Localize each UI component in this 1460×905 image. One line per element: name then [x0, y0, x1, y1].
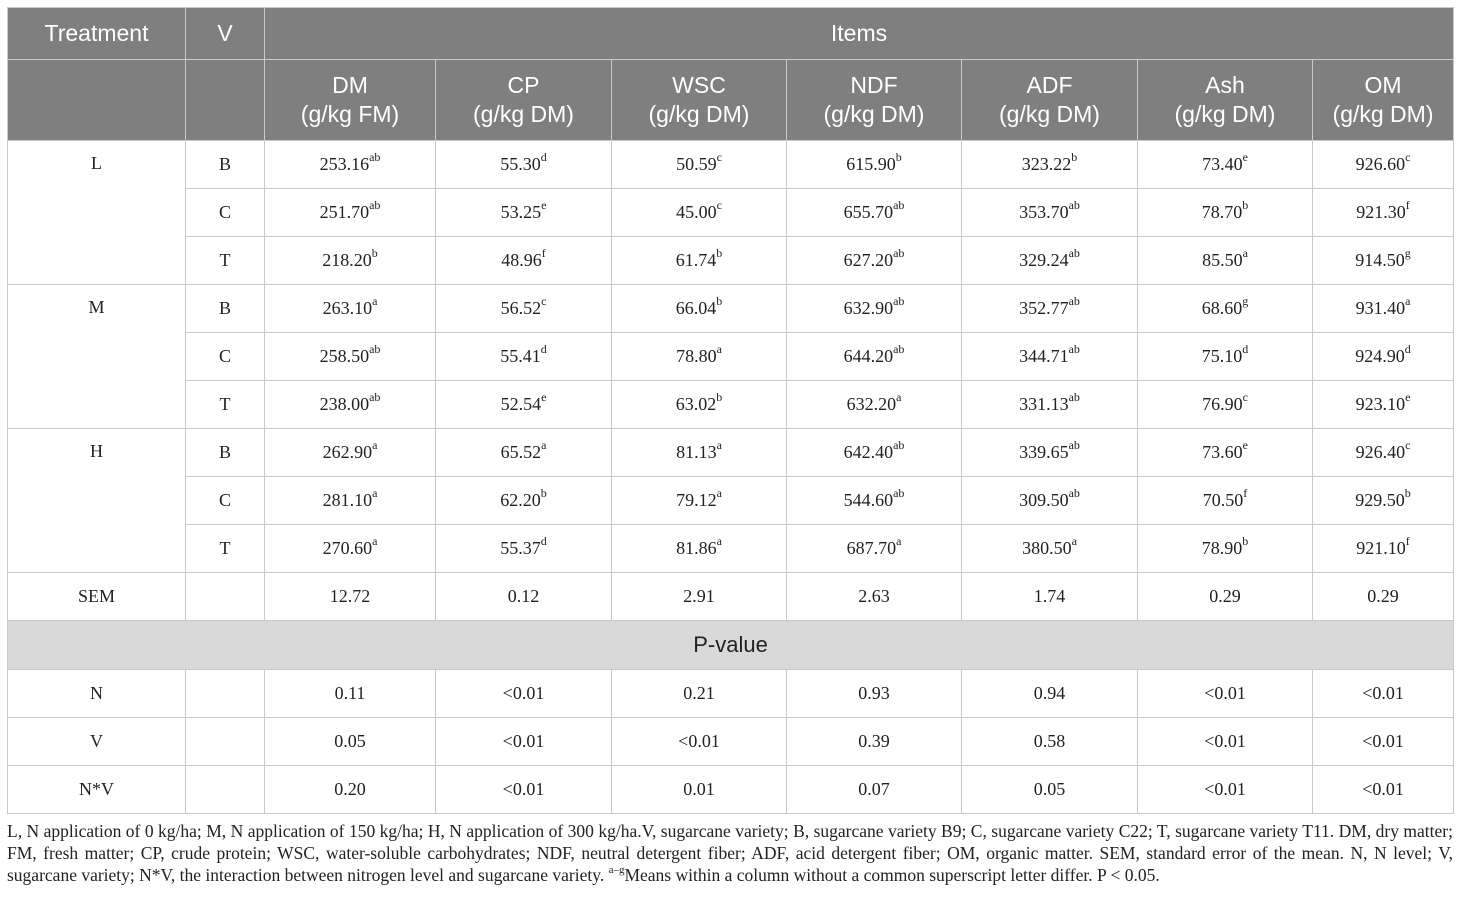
- header-col-ndf: NDF (g/kg DM): [787, 60, 962, 141]
- value-cell: 53.25e: [436, 189, 612, 237]
- pvalue-cell: 0.39: [787, 718, 962, 766]
- value-cell: 352.77$^{ab}$: [962, 285, 1138, 333]
- pvalue-cell: <0.01: [1138, 670, 1313, 718]
- pvalue-cell: <0.01: [1313, 766, 1454, 814]
- table-row: [8, 237, 1454, 285]
- pvalue-label: N*V: [8, 766, 186, 814]
- value-cell: 642.40$^{ab}$: [787, 429, 962, 477]
- value-cell: 63.02$^b$: [612, 381, 787, 429]
- header-empty: [8, 60, 186, 141]
- value-cell: 921.30$^f$: [1313, 189, 1454, 237]
- value-cell: 61.74$^b$: [612, 237, 787, 285]
- value-cell: 632.20$^a$: [787, 381, 962, 429]
- value-cell: 76.90$^c$: [1138, 381, 1313, 429]
- value-cell: 263.10$^a$: [265, 285, 436, 333]
- variety-cell: T: [186, 525, 265, 573]
- pvalue-cell: <0.01: [436, 718, 612, 766]
- pvalue-cell: <0.01: [1313, 718, 1454, 766]
- value-cell: 632.90$^{ab}$: [787, 285, 962, 333]
- sem-value: 0.29: [1313, 573, 1454, 621]
- value-cell: 73.40e: [1138, 141, 1313, 189]
- value-cell: 81.86$^a$: [612, 525, 787, 573]
- pvalue-label: V: [8, 718, 186, 766]
- value-cell: 339.65$^{ab}$: [962, 429, 1138, 477]
- value-cell: 81.13$^a$: [612, 429, 787, 477]
- empty-cell: [186, 670, 265, 718]
- value-cell: 331.13$^{ab}$: [962, 381, 1138, 429]
- variety-cell: C: [186, 189, 265, 237]
- value-cell: 52.54e: [436, 381, 612, 429]
- table-row: [8, 333, 1454, 381]
- header-treatment: Treatment: [8, 8, 186, 60]
- value-cell: 926.60$^c$: [1313, 141, 1454, 189]
- treatment-cell: H: [8, 429, 186, 573]
- header-col-cp: CP (g/kg DM): [436, 60, 612, 141]
- value-cell: 931.40$^a$: [1313, 285, 1454, 333]
- pvalue-cell: 0.20: [265, 766, 436, 814]
- pvalue-cell: 0.11: [265, 670, 436, 718]
- header-col-om: OM (g/kg DM): [1313, 60, 1454, 141]
- sem-value: 12.72: [265, 573, 436, 621]
- value-cell: 65.52$^a$: [436, 429, 612, 477]
- sem-value: 0.12: [436, 573, 612, 621]
- variety-cell: C: [186, 333, 265, 381]
- header-col-dm: DM (g/kg FM): [265, 60, 436, 141]
- value-cell: 85.50$^a$: [1138, 237, 1313, 285]
- table-row: [8, 477, 1454, 525]
- value-cell: 78.90$^b$: [1138, 525, 1313, 573]
- pvalue-label: N: [8, 670, 186, 718]
- pvalue-header: P-value: [8, 621, 1454, 670]
- value-cell: 258.50$^{ab}$: [265, 333, 436, 381]
- value-cell: 921.10$^f$: [1313, 525, 1454, 573]
- treatment-cell: L: [8, 141, 186, 285]
- pvalue-cell: <0.01: [436, 670, 612, 718]
- empty-cell: [186, 573, 265, 621]
- value-cell: 380.50$^a$: [962, 525, 1138, 573]
- value-cell: 924.90$^d$: [1313, 333, 1454, 381]
- table-row: [8, 189, 1454, 237]
- table-body: [8, 141, 1454, 814]
- value-cell: 627.20$^{ab}$: [787, 237, 962, 285]
- sem-value: 1.74: [962, 573, 1138, 621]
- treatment-cell: M: [8, 285, 186, 429]
- value-cell: 644.20$^{ab}$: [787, 333, 962, 381]
- value-cell: 56.52$^c$: [436, 285, 612, 333]
- value-cell: 323.22$^b$: [962, 141, 1138, 189]
- table-footnote: L, N application of 0 kg/ha; M, N application of 150 kg/ha; H, N application of 300 kg/ha.V, sugarcane variety; B, sugarcane variety B9; C, sugarcane variety C22; T, sugarcane variety T11. DM, dry matter; FM, fresh matter; CP, crude protein; WSC, water-soluble carbohydrates; NDF, neutral detergent fiber; ADF, acid detergent fiber; OM, organic matter. SEM, standard error of the mean. N, N level; V, sugarcane variety; N*V, the interaction between nitrogen level and sugarcane variety. $^{a-g}$Means within a column without a common superscript letter differ. P < 0.05.: [7, 821, 1453, 885]
- pvalue-row: [8, 670, 1454, 718]
- header-col-adf: ADF (g/kg DM): [962, 60, 1138, 141]
- variety-cell: T: [186, 381, 265, 429]
- header-items: Items: [265, 8, 1454, 60]
- variety-cell: B: [186, 141, 265, 189]
- sem-value: 2.91: [612, 573, 787, 621]
- value-cell: 923.10e: [1313, 381, 1454, 429]
- pvalue-cell: <0.01: [1138, 718, 1313, 766]
- sem-row: [8, 573, 1454, 621]
- header-v: V: [186, 8, 265, 60]
- value-cell: 55.37$^d$: [436, 525, 612, 573]
- variety-cell: B: [186, 429, 265, 477]
- value-cell: 55.41$^d$: [436, 333, 612, 381]
- pvalue-cell: 0.01: [612, 766, 787, 814]
- value-cell: 344.71$^{ab}$: [962, 333, 1138, 381]
- sem-label: SEM: [8, 573, 186, 621]
- value-cell: 687.70$^a$: [787, 525, 962, 573]
- header-col-ash: Ash (g/kg DM): [1138, 60, 1313, 141]
- value-cell: 62.20$^b$: [436, 477, 612, 525]
- table-row: [8, 141, 1454, 189]
- table-row: [8, 381, 1454, 429]
- pvalue-row: [8, 718, 1454, 766]
- variety-cell: T: [186, 237, 265, 285]
- pvalue-cell: <0.01: [1313, 670, 1454, 718]
- value-cell: 75.10$^d$: [1138, 333, 1313, 381]
- empty-cell: [186, 718, 265, 766]
- pvalue-cell: <0.01: [612, 718, 787, 766]
- value-cell: 73.60e: [1138, 429, 1313, 477]
- value-cell: 45.00$^c$: [612, 189, 787, 237]
- value-cell: 253.16$^{ab}$: [265, 141, 436, 189]
- value-cell: 78.80$^a$: [612, 333, 787, 381]
- pvalue-cell: 0.93: [787, 670, 962, 718]
- sem-value: 0.29: [1138, 573, 1313, 621]
- value-cell: 914.50$^g$: [1313, 237, 1454, 285]
- value-cell: 329.24$^{ab}$: [962, 237, 1138, 285]
- header-empty: [186, 60, 265, 141]
- value-cell: 655.70$^{ab}$: [787, 189, 962, 237]
- table-container: [7, 7, 1453, 814]
- value-cell: 929.50$^b$: [1313, 477, 1454, 525]
- empty-cell: [186, 766, 265, 814]
- nutrient-table: [7, 7, 1454, 814]
- value-cell: 270.60$^a$: [265, 525, 436, 573]
- sem-value: 2.63: [787, 573, 962, 621]
- table-row: [8, 285, 1454, 333]
- pvalue-cell: 0.05: [962, 766, 1138, 814]
- variety-cell: B: [186, 285, 265, 333]
- value-cell: 48.96$^f$: [436, 237, 612, 285]
- pvalue-cell: 0.94: [962, 670, 1138, 718]
- value-cell: 353.70$^{ab}$: [962, 189, 1138, 237]
- value-cell: 544.60$^{ab}$: [787, 477, 962, 525]
- pvalue-cell: <0.01: [1138, 766, 1313, 814]
- pvalue-cell: <0.01: [436, 766, 612, 814]
- value-cell: 281.10$^a$: [265, 477, 436, 525]
- value-cell: 68.60$^g$: [1138, 285, 1313, 333]
- value-cell: 70.50$^f$: [1138, 477, 1313, 525]
- table-row: [8, 525, 1454, 573]
- value-cell: 262.90$^a$: [265, 429, 436, 477]
- value-cell: 55.30$^d$: [436, 141, 612, 189]
- value-cell: 66.04$^b$: [612, 285, 787, 333]
- value-cell: 78.70$^b$: [1138, 189, 1313, 237]
- pvalue-cell: 0.07: [787, 766, 962, 814]
- value-cell: 79.12$^a$: [612, 477, 787, 525]
- header-col-wsc: WSC (g/kg DM): [612, 60, 787, 141]
- pvalue-row: [8, 766, 1454, 814]
- table-row: [8, 429, 1454, 477]
- variety-cell: C: [186, 477, 265, 525]
- value-cell: 615.90$^b$: [787, 141, 962, 189]
- value-cell: 50.59$^c$: [612, 141, 787, 189]
- value-cell: 926.40$^c$: [1313, 429, 1454, 477]
- pvalue-cell: 0.21: [612, 670, 787, 718]
- pvalue-cell: 0.05: [265, 718, 436, 766]
- pvalue-header-row: [8, 621, 1454, 670]
- pvalue-cell: 0.58: [962, 718, 1138, 766]
- value-cell: 251.70$^{ab}$: [265, 189, 436, 237]
- value-cell: 218.20$^b$: [265, 237, 436, 285]
- value-cell: 238.00$^{ab}$: [265, 381, 436, 429]
- value-cell: 309.50$^{ab}$: [962, 477, 1138, 525]
